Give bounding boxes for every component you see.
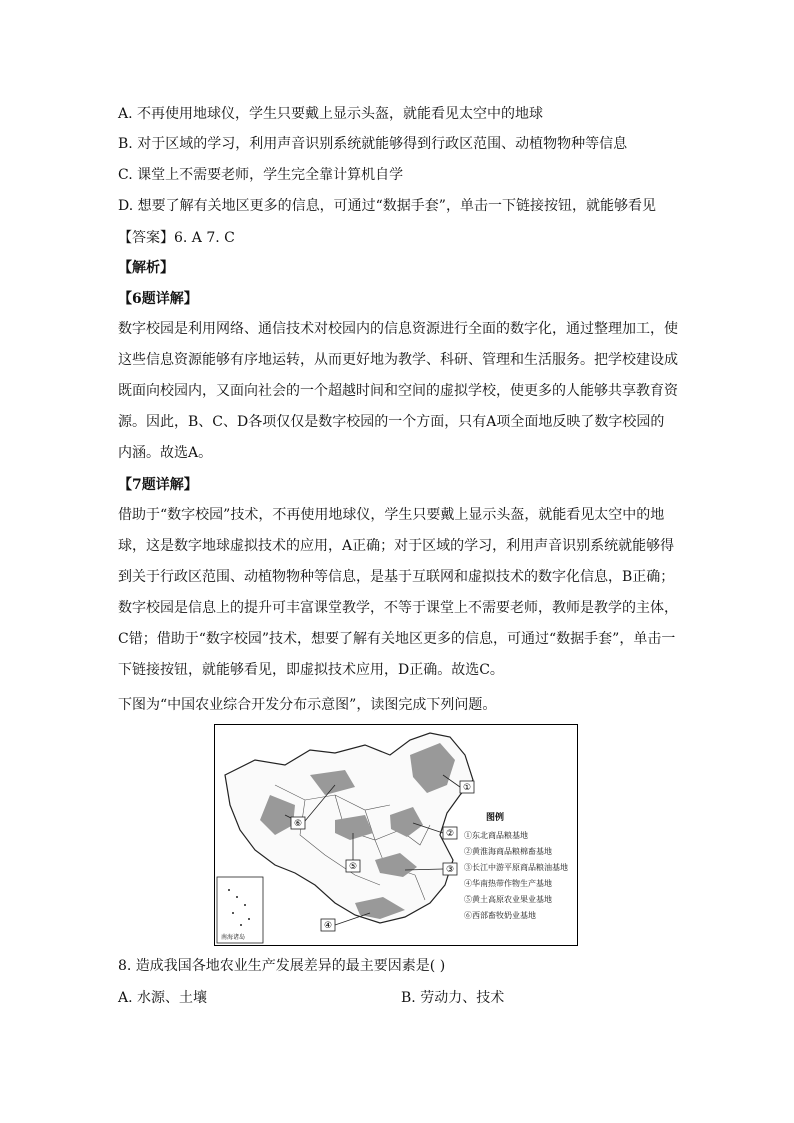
q6-explanation: 数字校园是利用网络、通信技术对校园内的信息资源进行全面的数字化，通过整理加工，使这些信息资源能够有序地运转，从而更好地为教学、科研、管理和生活服务。把学校建设成既面向校园内，又面向社会的一个超越时间和空间的虚拟学校，使更多的人能够共享教育资源。因此，B、C、D各项仅仅是数字校园的一个方面，只有A项全面地反映了数字校园的内涵。故选A。 <box>118 321 678 461</box>
answer-line: 【答案】6. A 7. C <box>118 230 235 246</box>
q6-header: 【6题详解】 <box>118 291 198 307</box>
option-b: B. 对于区域的学习，利用声音识别系统就能够得到行政区范围、动植物物种等信息 <box>118 136 628 152</box>
q8-option-a: A. 水源、土壤 <box>118 990 208 1006</box>
q7-header: 【7题详解】 <box>118 477 198 493</box>
legend-title: 图例 <box>486 813 505 823</box>
option-a: A. 不再使用地球仪，学生只要戴上显示头盔，就能看见太空中的地球 <box>118 106 544 122</box>
marker-1: ① <box>462 783 472 793</box>
q8-option-b: B. 劳动力、技术 <box>401 990 505 1006</box>
legend-item-2: ②黄淮海商品粮棉畜基地 <box>464 847 552 856</box>
marker-3: ③ <box>445 865 455 875</box>
q7-explanation: 借助于“数字校园”技术，不再使用地球仪，学生只要戴上显示头盔，就能看见太空中的地球，这是数字地球虚拟技术的应用，A正确；对于区域的学习，利用声音识别系统就能够得到关于行政区范围、动植物物种等信息，是基于互联网和虚拟技术的数字化信息，B正确；数字校园是信息上的提升可丰富课堂教学，不等于课堂上不需要老师，教师是教学的主体，C错；借助于“数字校园”技术，想要了解有关地区更多的信息，可通过“数据手套”，单击一下链接按钮，就能够看见，即虚拟技术应用，D正确。故选C。 <box>118 507 678 678</box>
option-d: D. 想要了解有关地区更多的信息，可通过“数据手套”，单击一下链接按钮，就能够看见 <box>118 198 656 214</box>
legend-item-6: ⑥西部畜牧奶业基地 <box>464 911 536 920</box>
inset-label: 南海诸岛 <box>221 934 246 941</box>
marker-4: ④ <box>323 921 333 931</box>
marker-5: ⑤ <box>348 862 358 872</box>
option-c: C. 课堂上不需要老师，学生完全靠计算机自学 <box>118 167 404 183</box>
marker-2: ② <box>445 829 455 839</box>
legend-item-4: ④华南热带作物生产基地 <box>464 879 552 888</box>
legend-item-5: ⑤黄土高原农业果业基地 <box>464 895 552 904</box>
legend-item-1: ①东北商品粮基地 <box>464 831 528 840</box>
q8-stem: 8. 造成我国各地农业生产发展差异的最主要因素是( ) <box>118 958 446 974</box>
legend-item-3: ③长江中游平原商品粮油基地 <box>464 863 568 872</box>
marker-6: ⑥ <box>293 819 303 829</box>
map-intro: 下图为“中国农业综合开发分布示意图”，读图完成下列问题。 <box>118 697 497 713</box>
analysis-header: 【解析】 <box>118 260 174 276</box>
china-agriculture-map <box>214 724 578 946</box>
